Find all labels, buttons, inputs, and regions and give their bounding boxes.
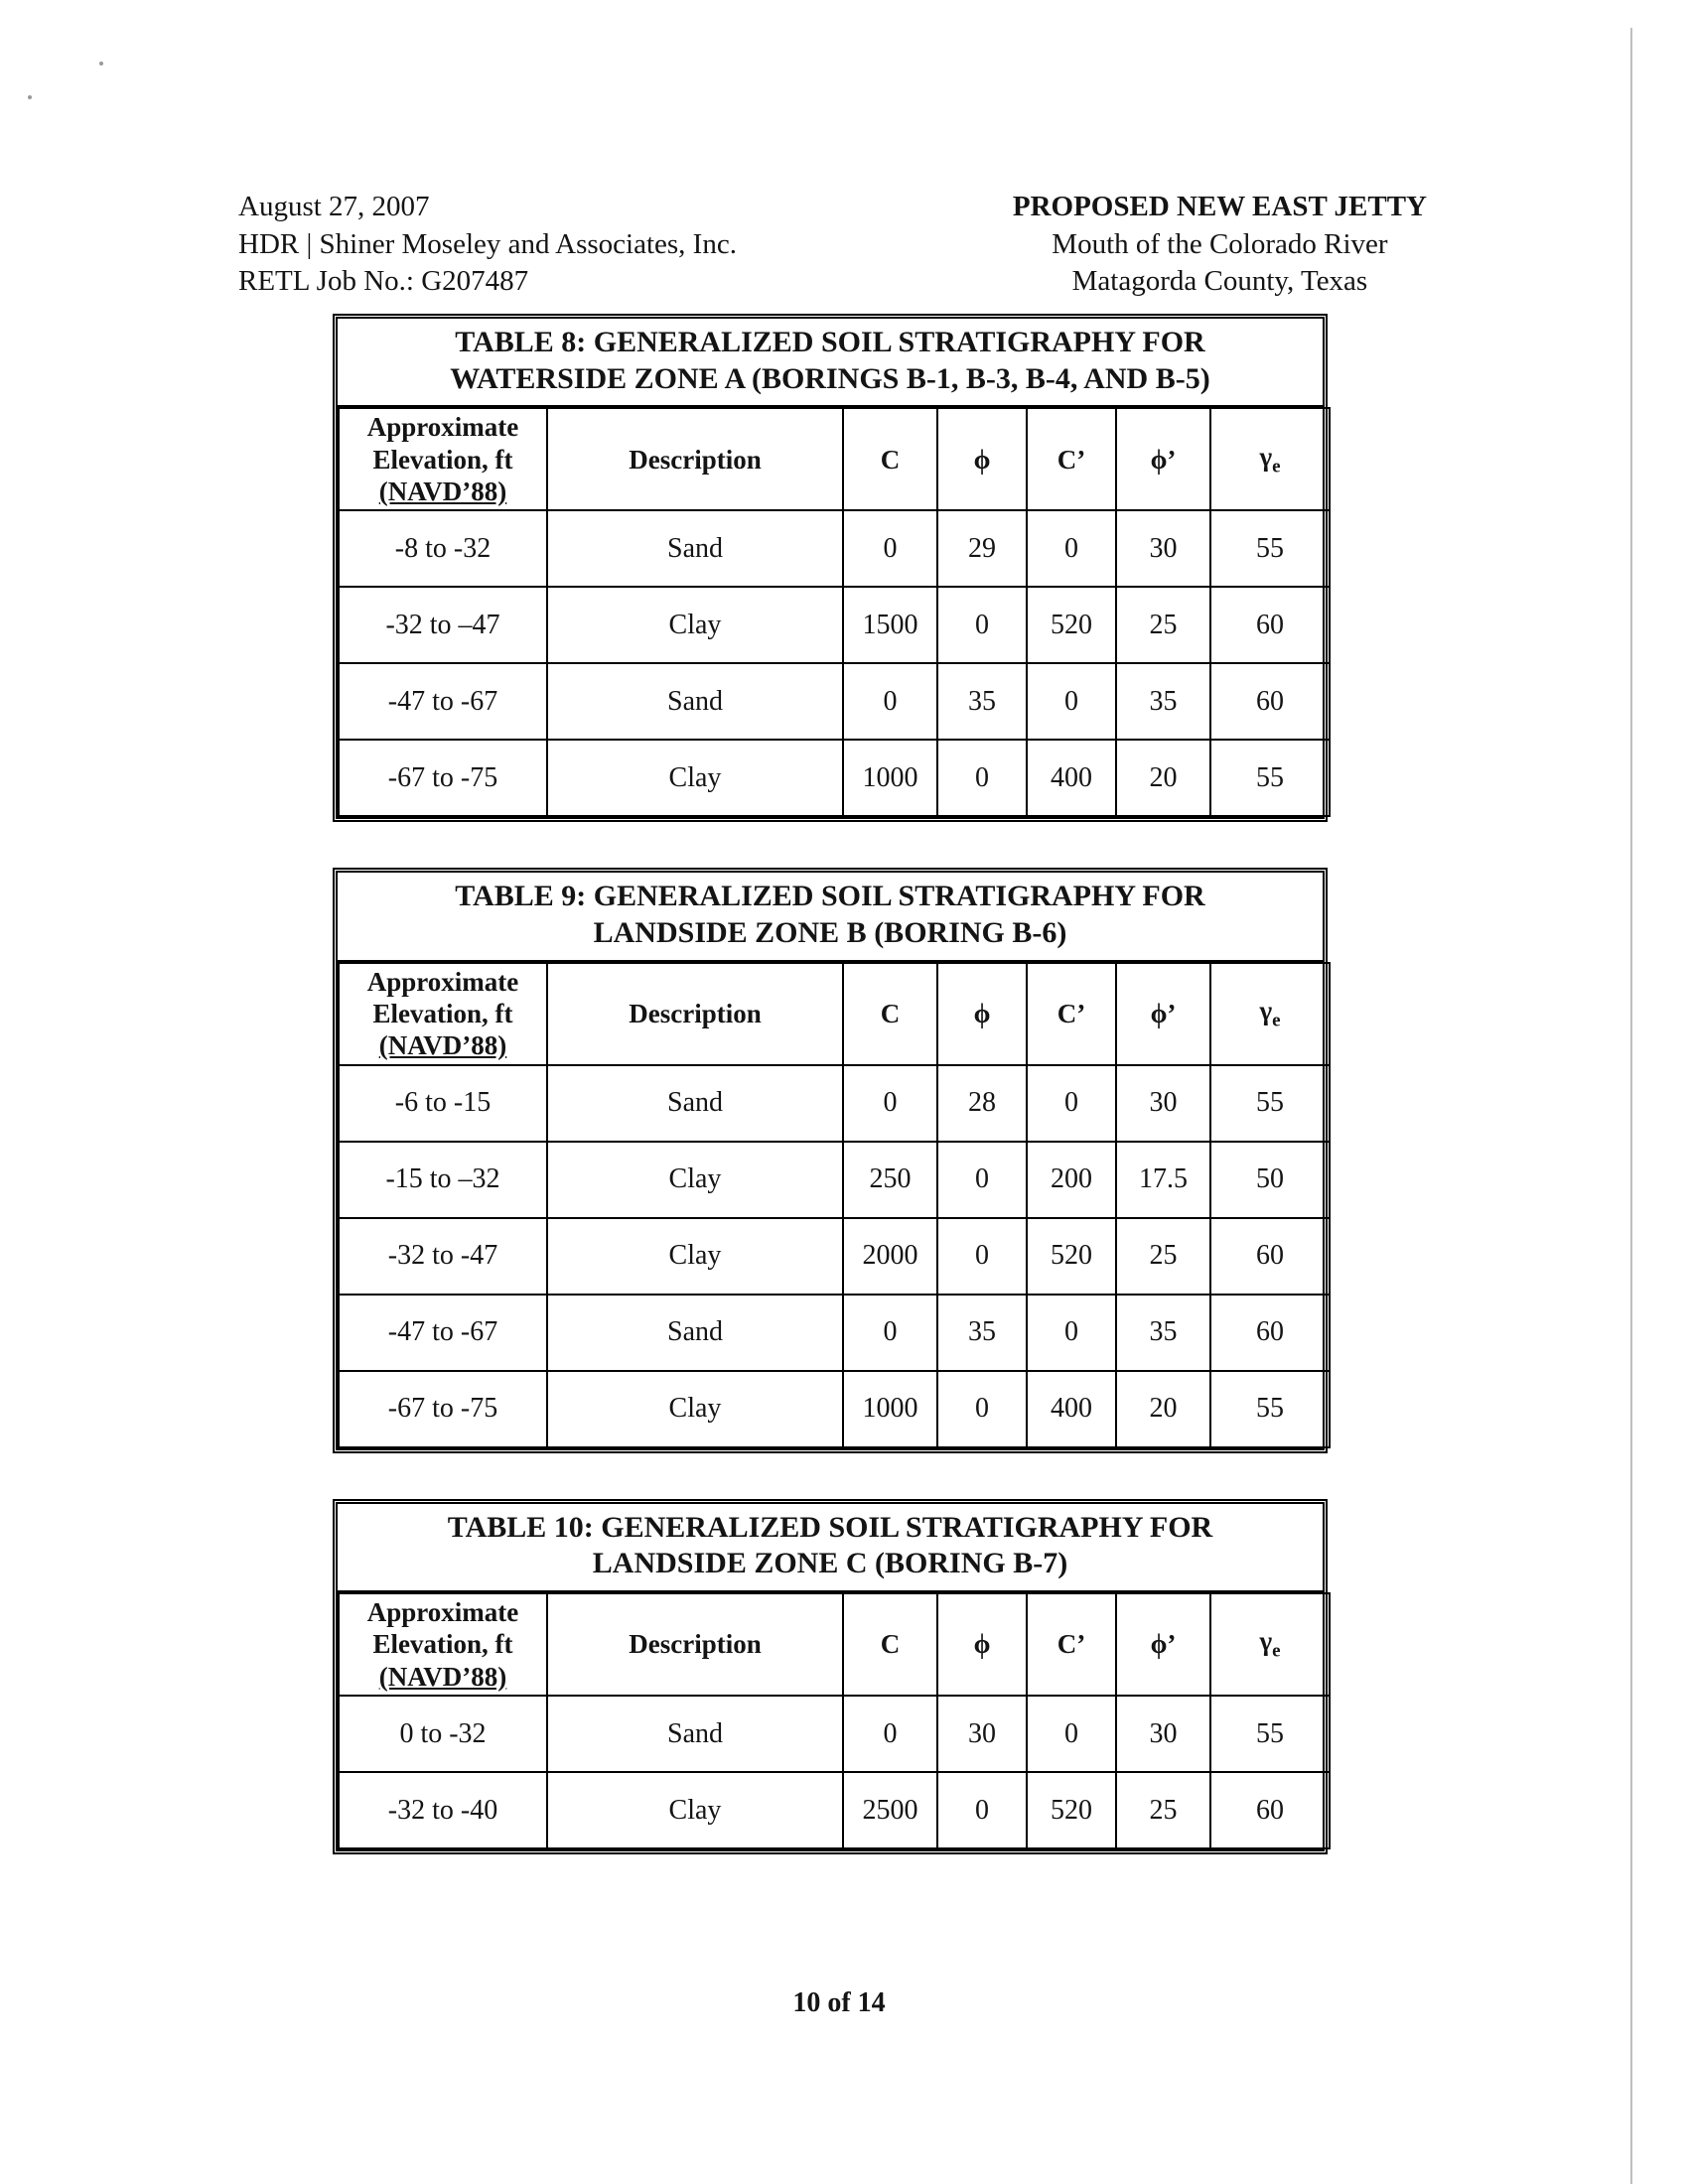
cell-elevation: -6 to -15 (339, 1065, 547, 1142)
gamma-symbol: γ (1259, 441, 1273, 472)
cell-gamma: 60 (1210, 1772, 1330, 1848)
col-header-phi: ϕ (937, 1593, 1027, 1696)
scan-speck (28, 95, 32, 99)
cell-c-prime: 0 (1027, 510, 1116, 587)
col-header-c-prime: C’ (1027, 408, 1116, 510)
cell-c-prime: 0 (1027, 1696, 1116, 1772)
col-header-phi: ϕ (937, 963, 1027, 1065)
soil-stratigraphy-table (338, 407, 1331, 817)
cell-gamma: 55 (1210, 510, 1330, 587)
col-header-c: C (843, 408, 937, 510)
col-header-description: Description (547, 408, 843, 510)
cell-c-prime: 0 (1027, 663, 1116, 740)
cell-phi-prime: 25 (1116, 1218, 1210, 1295)
cell-description: Clay (547, 1218, 843, 1295)
elevation-header-line: Elevation, ft (372, 1629, 513, 1660)
gamma-subscript: e (1272, 1640, 1281, 1662)
elevation-header-line: Approximate (366, 412, 519, 443)
gamma-subscript: e (1272, 1010, 1281, 1031)
cell-phi: 0 (937, 1371, 1027, 1447)
table-8 (333, 314, 1328, 822)
cell-description: Sand (547, 663, 843, 740)
cell-description: Sand (547, 1065, 843, 1142)
table-title-line2: LANDSIDE ZONE C (BORING B-7) (592, 1547, 1068, 1580)
soil-stratigraphy-table (338, 962, 1331, 1448)
cell-gamma: 60 (1210, 1295, 1330, 1371)
col-header-phi-prime: ϕ’ (1116, 963, 1210, 1065)
table-row (339, 587, 1330, 663)
cell-phi: 35 (937, 1295, 1027, 1371)
cell-c-prime: 520 (1027, 587, 1116, 663)
col-header-gamma (1210, 408, 1330, 510)
table-row (339, 1065, 1330, 1142)
cell-c: 2000 (843, 1218, 937, 1295)
cell-phi-prime: 17.5 (1116, 1142, 1210, 1218)
cell-gamma: 55 (1210, 740, 1330, 816)
elevation-header-line: Approximate (366, 966, 519, 997)
cell-description: Sand (547, 1295, 843, 1371)
table-header-row (339, 1593, 1330, 1696)
col-header-gamma (1210, 963, 1330, 1065)
cell-gamma: 55 (1210, 1371, 1330, 1447)
col-header-elevation (339, 963, 547, 1065)
col-header-c: C (843, 963, 937, 1065)
table-box (333, 314, 1328, 822)
header-project-title: PROPOSED NEW EAST JETTY (1012, 191, 1427, 222)
table-title (338, 319, 1323, 407)
header-project-location: Mouth of the Colorado River (1052, 227, 1388, 260)
cell-c-prime: 0 (1027, 1065, 1116, 1142)
table-title (338, 873, 1323, 961)
cell-elevation: -8 to -32 (339, 510, 547, 587)
table-title-line2: LANDSIDE ZONE B (BORING B-6) (593, 915, 1067, 949)
cell-phi-prime: 20 (1116, 1371, 1210, 1447)
cell-c-prime: 400 (1027, 740, 1116, 816)
table-title (338, 1504, 1323, 1592)
table-title-line2: WATERSIDE ZONE A (BORINGS B-1, B-3, B-4, AND B-5) (450, 361, 1210, 395)
table-header-row (339, 963, 1330, 1065)
gamma-symbol: γ (1259, 1626, 1273, 1657)
tables-column (333, 314, 1328, 1900)
cell-c: 0 (843, 663, 937, 740)
cell-elevation: 0 to -32 (339, 1696, 547, 1772)
cell-c: 1000 (843, 1371, 937, 1447)
col-header-elevation (339, 1593, 547, 1696)
soil-stratigraphy-table (338, 1592, 1331, 1849)
cell-phi: 30 (937, 1696, 1027, 1772)
cell-elevation: -32 to –47 (339, 587, 547, 663)
table-row (339, 1772, 1330, 1848)
elevation-header-line: Elevation, ft (372, 998, 513, 1028)
cell-c-prime: 520 (1027, 1218, 1116, 1295)
cell-gamma: 55 (1210, 1696, 1330, 1772)
header-company: HDR | Shiner Moseley and Associates, Inc. (238, 227, 737, 260)
cell-description: Clay (547, 740, 843, 816)
col-header-elevation (339, 408, 547, 510)
col-header-description: Description (547, 963, 843, 1065)
table-row (339, 1142, 1330, 1218)
cell-elevation: -67 to -75 (339, 1371, 547, 1447)
table-title-line1: TABLE 10: GENERALIZED SOIL STRATIGRAPHY FOR (447, 1510, 1213, 1544)
elevation-header-datum: (NAVD’88) (378, 1661, 507, 1692)
cell-description: Sand (547, 510, 843, 587)
header-right-block (1013, 189, 1427, 301)
cell-c: 2500 (843, 1772, 937, 1848)
cell-phi-prime: 35 (1116, 663, 1210, 740)
table-box (333, 1499, 1328, 1854)
col-header-c-prime: C’ (1027, 1593, 1116, 1696)
cell-phi-prime: 30 (1116, 1696, 1210, 1772)
cell-c: 1500 (843, 587, 937, 663)
col-header-phi: ϕ (937, 408, 1027, 510)
cell-c: 0 (843, 1065, 937, 1142)
cell-description: Sand (547, 1696, 843, 1772)
cell-phi: 0 (937, 1218, 1027, 1295)
table-row (339, 1371, 1330, 1447)
cell-c-prime: 400 (1027, 1371, 1116, 1447)
elevation-header-datum: (NAVD’88) (378, 1030, 507, 1061)
col-header-description: Description (547, 1593, 843, 1696)
cell-phi: 0 (937, 1142, 1027, 1218)
scan-artifact-line (1630, 28, 1632, 2184)
cell-gamma: 60 (1210, 1218, 1330, 1295)
header-date: August 27, 2007 (238, 191, 430, 222)
cell-elevation: -67 to -75 (339, 740, 547, 816)
cell-c: 0 (843, 1696, 937, 1772)
cell-phi: 29 (937, 510, 1027, 587)
cell-phi: 0 (937, 740, 1027, 816)
table-header-row (339, 408, 1330, 510)
table-row (339, 740, 1330, 816)
cell-c: 0 (843, 1295, 937, 1371)
col-header-phi-prime: ϕ’ (1116, 408, 1210, 510)
table-title-line1: TABLE 8: GENERALIZED SOIL STRATIGRAPHY FOR (455, 326, 1205, 358)
cell-c: 250 (843, 1142, 937, 1218)
document-header (238, 189, 1427, 301)
col-header-c: C (843, 1593, 937, 1696)
cell-c-prime: 520 (1027, 1772, 1116, 1848)
cell-description: Clay (547, 1142, 843, 1218)
header-left-block (238, 189, 737, 301)
cell-phi: 0 (937, 587, 1027, 663)
cell-description: Clay (547, 587, 843, 663)
elevation-header-line: Approximate (366, 1596, 519, 1627)
cell-c: 0 (843, 510, 937, 587)
cell-description: Clay (547, 1772, 843, 1848)
table-row (339, 1295, 1330, 1371)
cell-description: Clay (547, 1371, 843, 1447)
cell-phi-prime: 30 (1116, 1065, 1210, 1142)
cell-c-prime: 200 (1027, 1142, 1116, 1218)
scan-speck (99, 62, 103, 66)
cell-phi: 28 (937, 1065, 1027, 1142)
col-header-phi-prime: ϕ’ (1116, 1593, 1210, 1696)
table-title-line1: TABLE 9: GENERALIZED SOIL STRATIGRAPHY FOR (455, 880, 1205, 913)
cell-phi-prime: 35 (1116, 1295, 1210, 1371)
header-project-county: Matagorda County, Texas (1071, 265, 1368, 298)
cell-c-prime: 0 (1027, 1295, 1116, 1371)
cell-gamma: 50 (1210, 1142, 1330, 1218)
table-row (339, 663, 1330, 740)
cell-gamma: 55 (1210, 1065, 1330, 1142)
cell-phi: 35 (937, 663, 1027, 740)
gamma-symbol: γ (1259, 996, 1273, 1026)
cell-elevation: -32 to -40 (339, 1772, 547, 1848)
table-box (333, 868, 1328, 1452)
cell-elevation: -32 to -47 (339, 1218, 547, 1295)
elevation-header-line: Elevation, ft (372, 444, 513, 475)
cell-phi-prime: 20 (1116, 740, 1210, 816)
cell-elevation: -47 to -67 (339, 1295, 547, 1371)
cell-c: 1000 (843, 740, 937, 816)
page-number: 10 of 14 (792, 1987, 886, 2018)
cell-gamma: 60 (1210, 587, 1330, 663)
elevation-header-datum: (NAVD’88) (378, 476, 507, 506)
col-header-gamma (1210, 1593, 1330, 1696)
gamma-subscript: e (1272, 456, 1281, 478)
cell-phi-prime: 30 (1116, 510, 1210, 587)
cell-elevation: -47 to -67 (339, 663, 547, 740)
table-row (339, 1696, 1330, 1772)
col-header-c-prime: C’ (1027, 963, 1116, 1065)
cell-gamma: 60 (1210, 663, 1330, 740)
cell-elevation: -15 to –32 (339, 1142, 547, 1218)
table-row (339, 1218, 1330, 1295)
cell-phi-prime: 25 (1116, 587, 1210, 663)
cell-phi: 0 (937, 1772, 1027, 1848)
table-10 (333, 1499, 1328, 1854)
header-job-number: RETL Job No.: G207487 (238, 265, 529, 298)
cell-phi-prime: 25 (1116, 1772, 1210, 1848)
table-row (339, 510, 1330, 587)
table-9 (333, 868, 1328, 1452)
